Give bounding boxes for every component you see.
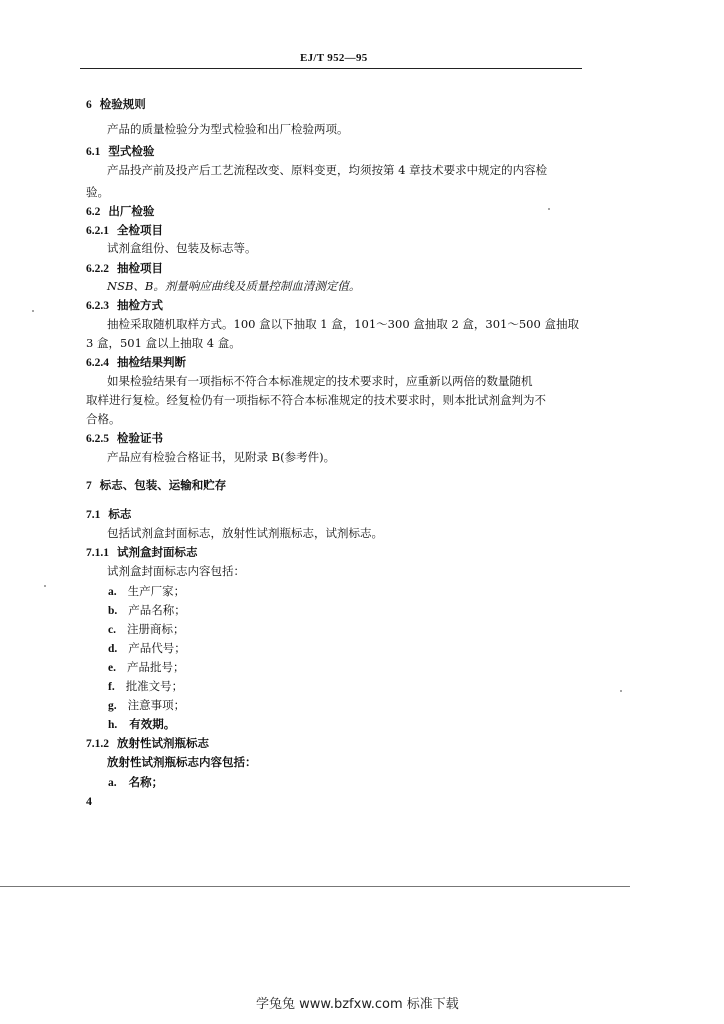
- section-heading: 7.1.2 放射性试剂瓶标志: [86, 736, 210, 750]
- paragraph: 合格。: [86, 412, 121, 426]
- paragraph: 验。: [86, 185, 109, 199]
- paragraph: 如果检验结果有一项指标不符合本标准规定的技术要求时，应重新以两倍的数量随机: [107, 374, 533, 388]
- page-number: 4: [86, 794, 92, 808]
- paragraph: 3 盒，501 盒以上抽取 4 盒。: [86, 336, 241, 350]
- list-item: e. 产品批号；: [108, 660, 185, 674]
- paragraph: 产品投产前及投产后工艺流程改变、原料变更，均须按第 4 章技术要求中规定的内容检: [107, 163, 548, 177]
- list-item: d. 产品代号；: [108, 641, 186, 655]
- list-item: b. 产品名称；: [108, 603, 186, 617]
- paragraph: 试剂盒组份、包装及标志等。: [107, 241, 257, 255]
- paragraph: NSB、B。剂量响应曲线及质量控制血清测定值。: [107, 279, 361, 293]
- list-item: a. 生产厂家；: [108, 584, 186, 598]
- paragraph: 抽检采取随机取样方式。100 盒以下抽取 1 盒，101～300 盒抽取 2 盒，301～500 盒抽取: [107, 317, 579, 331]
- section-heading: 6 检验规则: [86, 97, 146, 111]
- scan-speck: [32, 310, 34, 312]
- section-heading: 6.1 型式检验: [86, 144, 155, 158]
- section-heading: 6.2.2 抽检项目: [86, 261, 164, 275]
- section-heading: 6.2 出厂检验: [86, 204, 155, 218]
- paragraph: 产品应有检验合格证书，见附录 B(参考件)。: [107, 450, 336, 464]
- section-heading: 6.2.5 检验证书: [86, 431, 164, 445]
- footer-rule: [0, 886, 630, 887]
- paragraph: 取样进行复检。经复检仍有一项指标不符合本标准规定的技术要求时，则本批试剂盒判为不: [86, 393, 546, 407]
- paragraph: 包括试剂盒封面标志，放射性试剂瓶标志，试剂标志。: [107, 526, 383, 540]
- scan-speck: [548, 208, 550, 210]
- section-heading: 6.2.3 抽检方式: [86, 298, 164, 312]
- paragraph: 放射性试剂瓶标志内容包括：: [107, 755, 257, 769]
- paragraph: 产品的质量检验分为型式检验和出厂检验两项。: [107, 122, 349, 136]
- standard-code: EJ/T 952—95: [300, 52, 368, 64]
- header-rule: [80, 68, 582, 69]
- scan-speck: [44, 585, 46, 587]
- list-item: a. 名称；: [108, 775, 164, 789]
- list-item: f. 批准文号；: [108, 679, 184, 693]
- scan-speck: [620, 690, 622, 692]
- section-heading: 6.2.1 全检项目: [86, 223, 164, 237]
- section-heading: 7.1 标志: [86, 507, 132, 521]
- section-heading: 7.1.1 试剂盒封面标志: [86, 545, 198, 559]
- watermark-footer: 学兔兔 www.bzfxw.com 标准下载: [256, 997, 459, 1012]
- list-item: g. 注意事项；: [108, 698, 186, 712]
- section-heading: 6.2.4 抽检结果判断: [86, 355, 187, 369]
- list-item: c. 注册商标；: [108, 622, 185, 636]
- list-item: h. 有效期。: [108, 717, 176, 731]
- paragraph: 试剂盒封面标志内容包括：: [107, 564, 245, 578]
- section-heading: 7 标志、包装、运输和贮存: [86, 478, 227, 492]
